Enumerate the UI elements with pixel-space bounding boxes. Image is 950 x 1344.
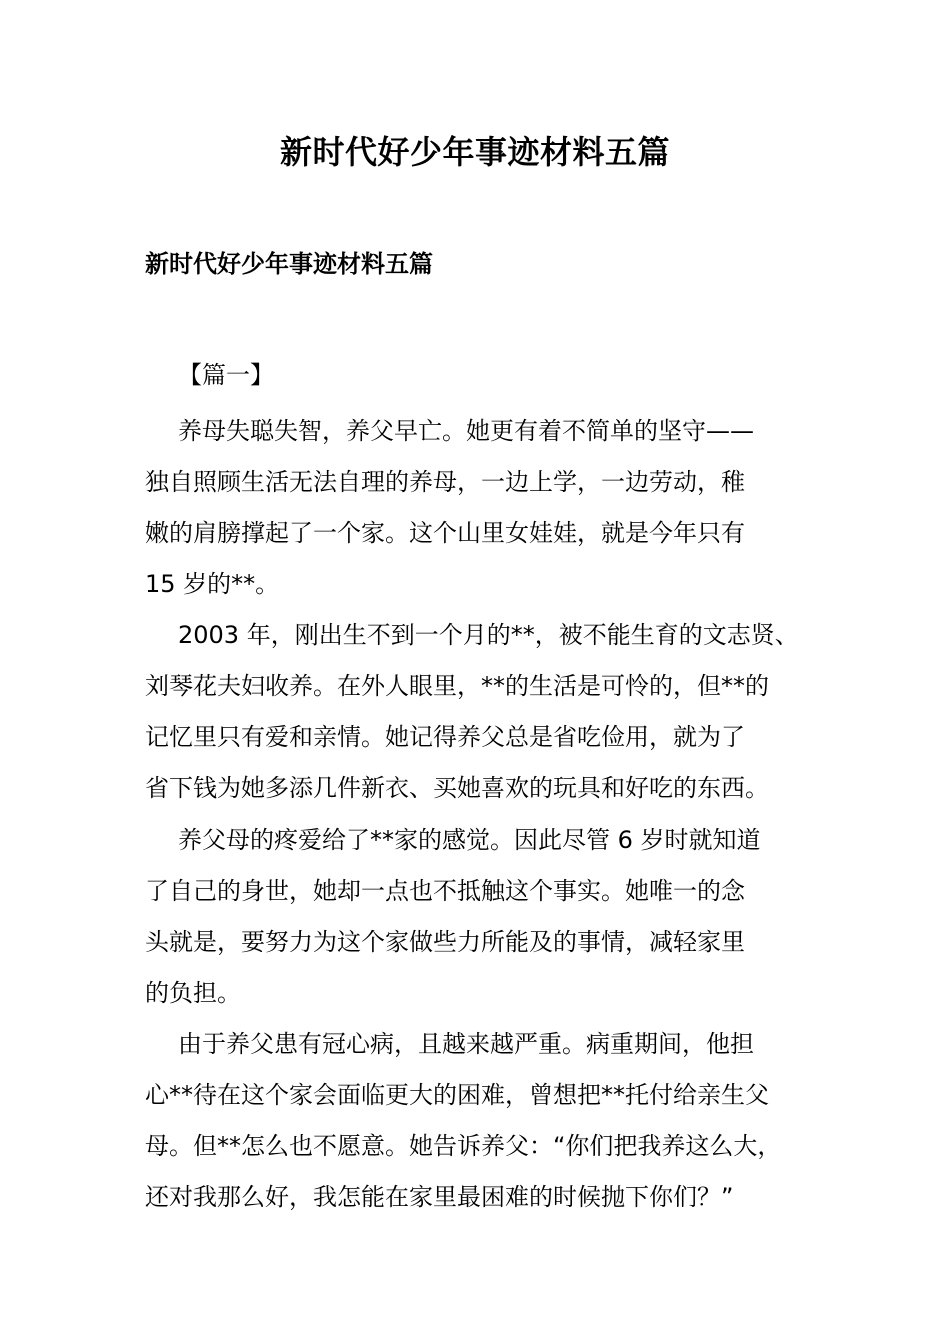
paragraph-line: 养母失聪失智，养父早亡。她更有着不简单的坚守——: [178, 417, 754, 445]
paragraph-line: 由于养父患有冠心病，且越来越严重。病重期间，他担: [178, 1030, 754, 1058]
paragraph-line: 的负担。: [145, 979, 241, 1007]
paragraph-line: 还对我那么好，我怎能在家里最困难的时候抛下你们？”: [145, 1183, 734, 1211]
section-label: 【篇一】: [178, 361, 274, 389]
paragraph-1: [145, 406, 825, 610]
paragraph-line: 省下钱为她多添几件新衣、买她喜欢的玩具和好吃的东西。: [145, 774, 769, 802]
paragraph-line: 独自照顾生活无法自理的养母，一边上学，一边劳动，稚: [145, 468, 745, 496]
paragraph-line: 记忆里只有爱和亲情。她记得养父总是省吃俭用，就为了: [145, 723, 745, 751]
paragraph-line: 心**待在这个家会面临更大的困难，曾想把**托付给亲生父: [145, 1081, 769, 1109]
paragraph-line: 15 岁的**。: [145, 570, 280, 598]
paragraph-line: 了自己的身世，她却一点也不抵触这个事实。她唯一的念: [145, 877, 745, 905]
document-subtitle: 新时代好少年事迹材料五篇: [145, 250, 433, 278]
paragraph-3: [145, 815, 825, 1019]
paragraph-line: 2003 年，刚出生不到一个月的**，被不能生育的文志贤、: [178, 621, 799, 649]
paragraph-line: 嫩的肩膀撑起了一个家。这个山里女娃娃，就是今年只有: [145, 519, 745, 547]
paragraph-4: [145, 1019, 825, 1223]
document-title: 新时代好少年事迹材料五篇: [279, 133, 670, 171]
paragraph-line: 头就是，要努力为这个家做些力所能及的事情，减轻家里: [145, 928, 745, 956]
paragraph-line: 刘琴花夫妇收养。在外人眼里，**的生活是可怜的，但**的: [145, 672, 769, 700]
paragraph-line: 母。但**怎么也不愿意。她告诉养父：“你们把我养这么大，: [145, 1132, 782, 1160]
paragraph-line: 养父母的疼爱给了**家的感觉。因此尽管 6 岁时就知道: [178, 826, 761, 854]
paragraph-2: [145, 610, 825, 814]
